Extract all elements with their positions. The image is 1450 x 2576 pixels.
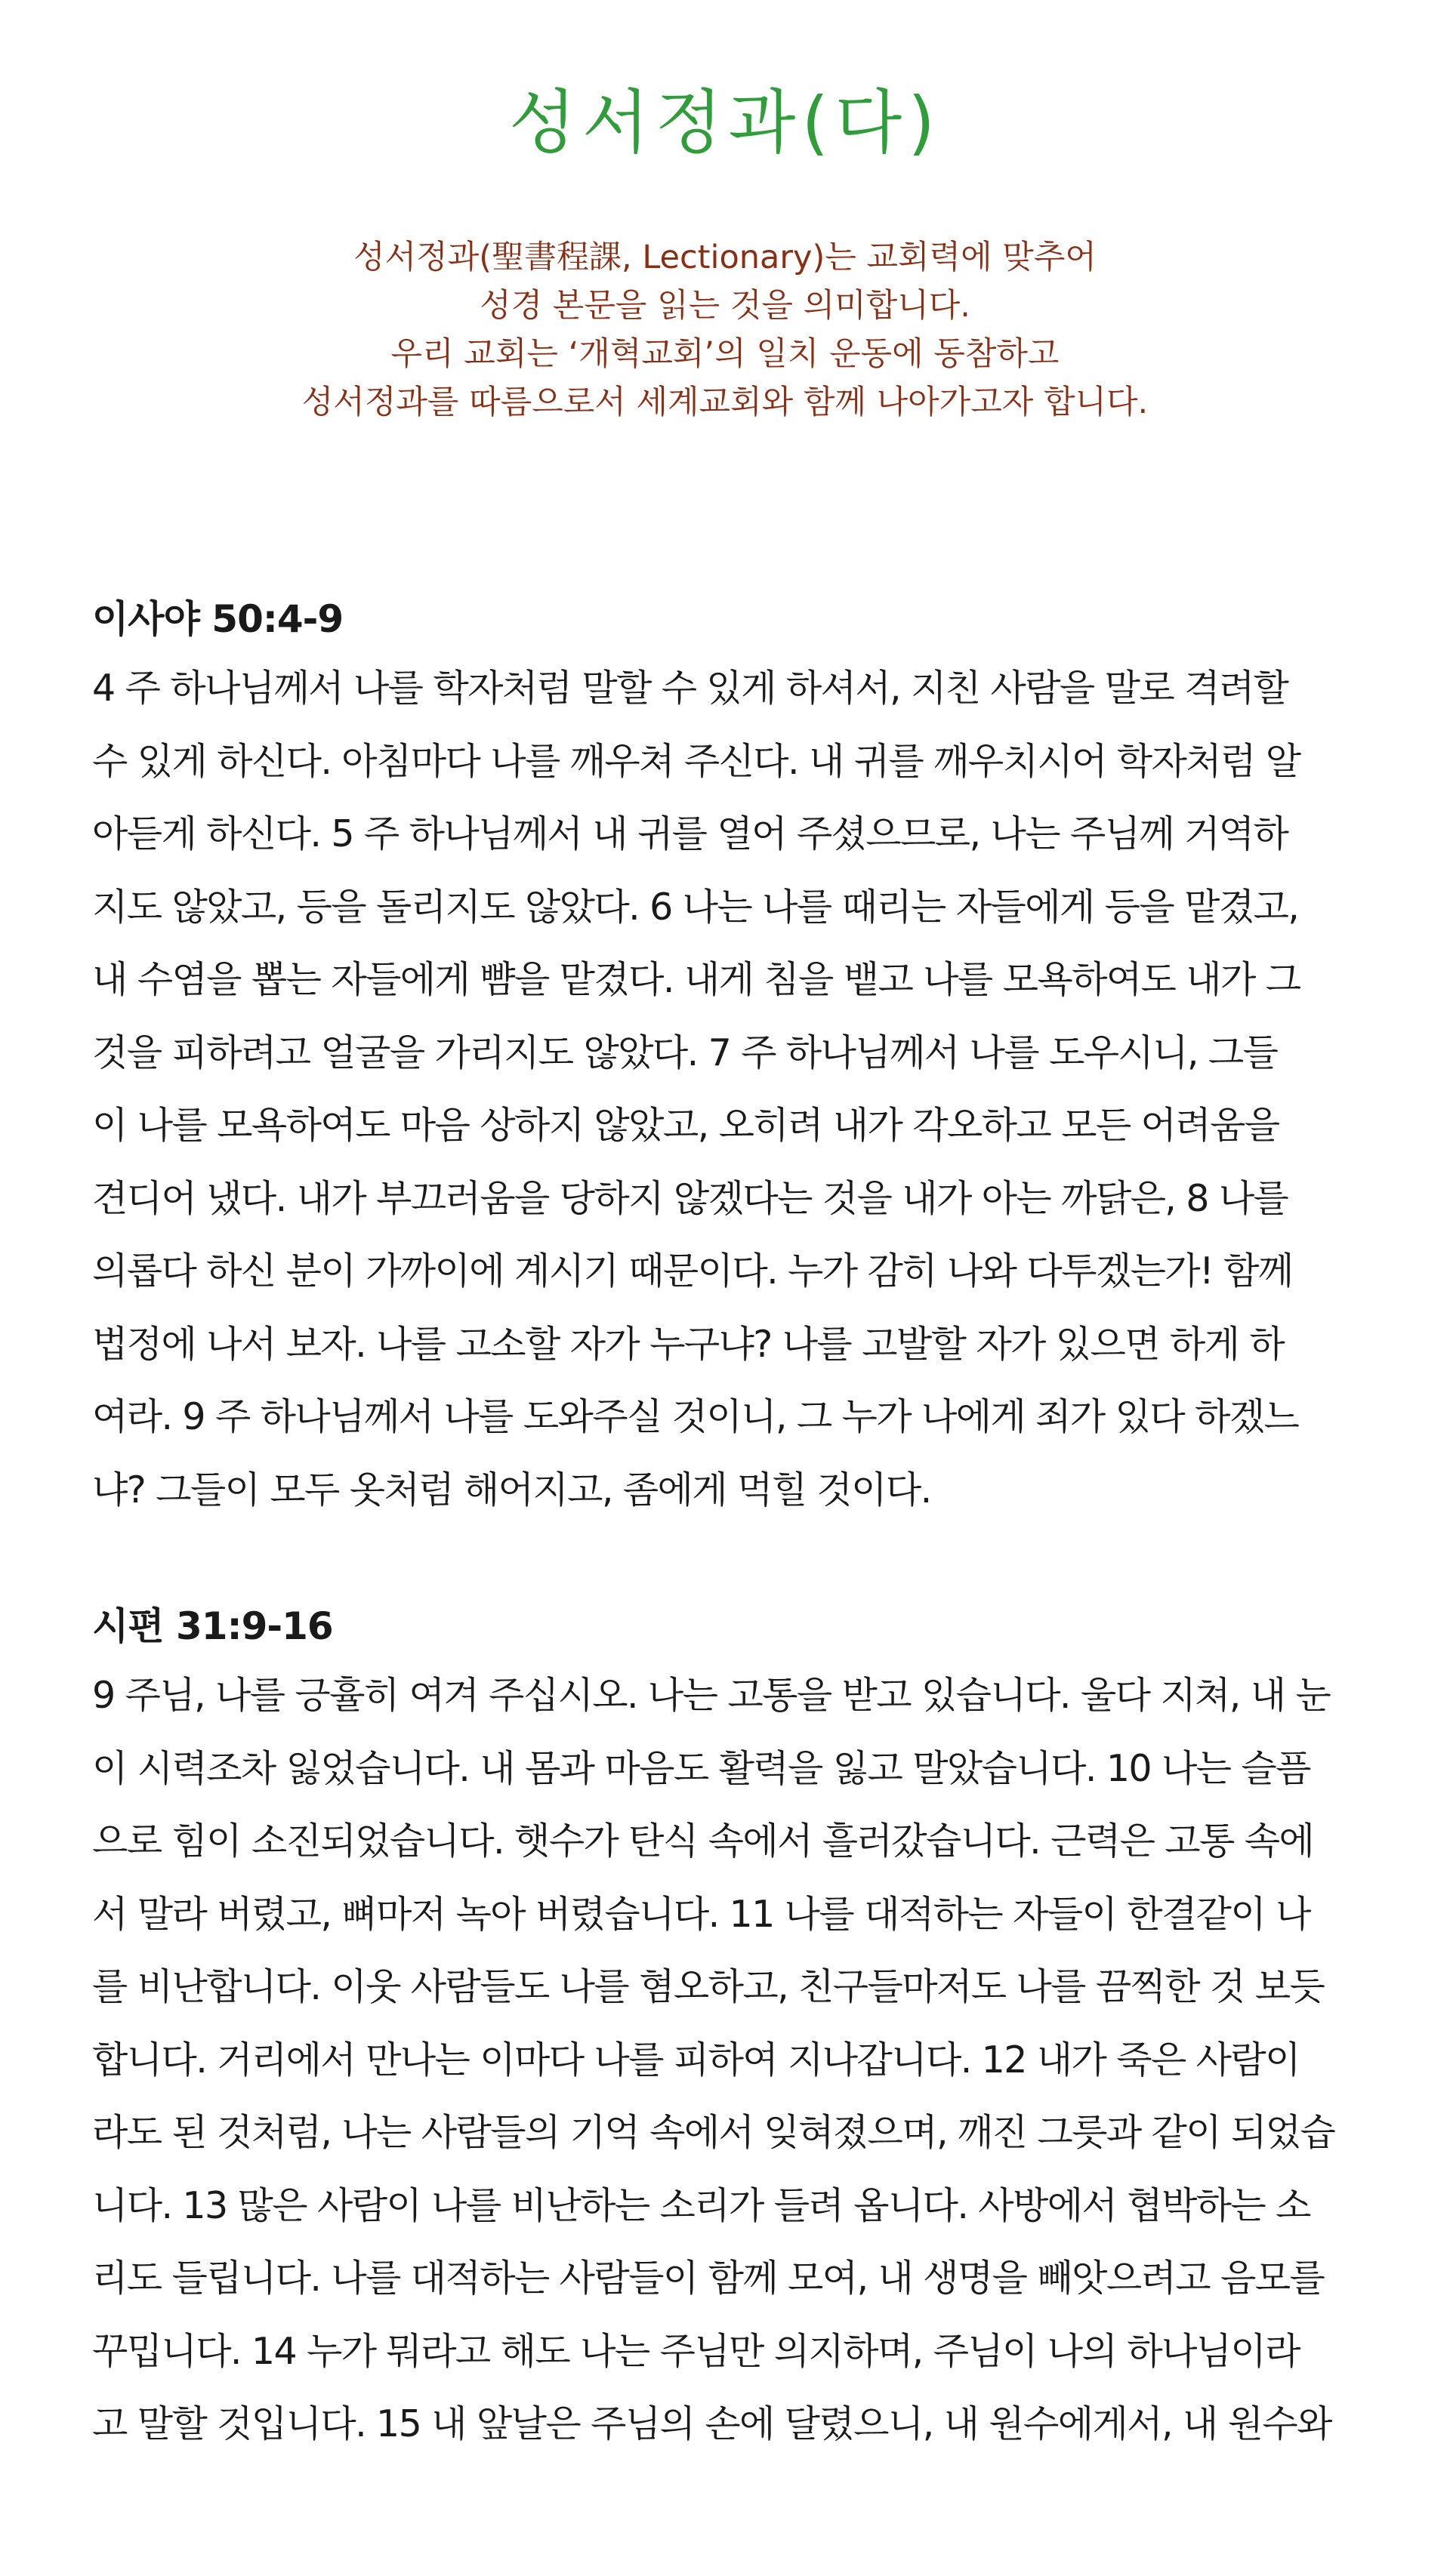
- text-line: 것을 피하려고 얼굴을 가리지도 않았다. 7 주 하나님께서 나를 도우시니, 그들: [92, 1031, 1278, 1074]
- text-line: 내 수염을 뽑는 자들에게 뺨을 맡겼다. 내게 침을 뱉고 나를 모욕하여도 내가 그: [92, 958, 1300, 1001]
- text-line: 4 주 하나님께서 나를 학자처럼 말할 수 있게 하셔서, 지친 사람을 말로 격려할: [92, 667, 1288, 710]
- text-line: 으로 힘이 소진되었습니다. 햇수가 탄식 속에서 흘러갔습니다. 근력은 고통 속에: [92, 1820, 1314, 1863]
- text-line: 리도 들립니다. 나를 대적하는 사람들이 함께 모여, 내 생명을 빼앗으려고 음모를: [92, 2257, 1325, 2300]
- intro-line: 우리 교회는 ‘개혁교회’의 일치 운동에 동참하고: [390, 335, 1060, 374]
- text-line: 견디어 냈다. 내가 부끄러움을 당하지 않겠다는 것을 내가 아는 까닭은, 8 나를: [92, 1176, 1288, 1220]
- text-line: 서 말라 버렸고, 뼈마저 녹아 버렸습니다. 11 나를 대적하는 자들이 한결같이 나: [92, 1892, 1310, 1936]
- text-line: 이 나를 모욕하여도 마음 상하지 않았고, 오히려 내가 각오하고 모든 어려움을: [92, 1104, 1279, 1147]
- text-line: 아듣게 하신다. 5 주 하나님께서 내 귀를 열어 주셨으므로, 나는 주님께 거역하: [92, 812, 1288, 855]
- text-line: 고 말할 것입니다. 15 내 앞날은 주님의 손에 달렸으니, 내 원수에게서, 내 원수와: [92, 2402, 1331, 2445]
- intro-line: 성경 본문을 읽는 것을 의미합니다.: [480, 287, 970, 325]
- intro-text: [0, 233, 1450, 427]
- intro-line: 성서정과를 따름으로서 세계교회와 함께 나아가고자 합니다.: [301, 384, 1149, 422]
- text-line: 니다. 13 많은 사람이 나를 비난하는 소리가 들려 옵니다. 사방에서 협박하는 소: [92, 2183, 1310, 2227]
- reading-text: [92, 652, 1368, 1527]
- readings-section: [92, 589, 1368, 2531]
- intro-line: 성서정과(聖書程課, Lectionary)는 교회력에 맞추어: [353, 239, 1097, 277]
- reading-isaiah: [92, 589, 1368, 1527]
- text-line: 여라. 9 주 하나님께서 나를 도와주실 것이니, 그 누가 나에게 죄가 있다 하겠느: [92, 1395, 1299, 1438]
- text-line: 라도 된 것처럼, 나는 사람들의 기억 속에서 잊혀졌으며, 깨진 그릇과 같이 되었습: [92, 2111, 1335, 2154]
- reading-psalm: [92, 1596, 1368, 2461]
- reading-text: [92, 1659, 1368, 2461]
- text-line: 이 시력조차 잃었습니다. 내 몸과 마음도 활력을 잃고 말았습니다. 10 나는 슬픔: [92, 1746, 1310, 1790]
- text-line: 냐? 그들이 모두 옷처럼 해어지고, 좀에게 먹힐 것이다.: [92, 1468, 931, 1511]
- text-line: 의롭다 하신 분이 가까이에 계시기 때문이다. 누가 감히 나와 다투겠는가! 함께: [92, 1249, 1293, 1293]
- text-line: 합니다. 거리에서 만나는 이마다 나를 피하여 지나갑니다. 12 내가 죽은 사람이: [92, 2038, 1300, 2081]
- page-title: 성서정과(다): [508, 82, 942, 163]
- text-line: 지도 않았고, 등을 돌리지도 않았다. 6 나는 나를 때리는 자들에게 등을 맡겼고,: [92, 885, 1299, 929]
- reading-reference: 시편 31:9-16: [92, 1604, 333, 1648]
- reading-reference: 이사야 50:4-9: [92, 597, 344, 641]
- page-header: [0, 0, 1450, 427]
- text-line: 9 주님, 나를 긍휼히 여겨 주십시오. 나는 고통을 받고 있습니다. 울다 지쳐, 내 눈: [92, 1674, 1331, 1717]
- text-line: 를 비난합니다. 이웃 사람들도 나를 혐오하고, 친구들마저도 나를 끔찍한 것 보듯: [92, 1965, 1325, 2008]
- text-line: 꾸밉니다. 14 누가 뭐라고 해도 나는 주님만 의지하며, 주님이 나의 하나님이라: [92, 2329, 1300, 2373]
- text-line: 법정에 나서 보자. 나를 고소할 자가 누구냐? 나를 고발할 자가 있으면 하게 하: [92, 1322, 1285, 1366]
- text-line: 수 있게 하신다. 아침마다 나를 깨우쳐 주신다. 내 귀를 깨우치시어 학자처럼 알: [92, 739, 1300, 783]
